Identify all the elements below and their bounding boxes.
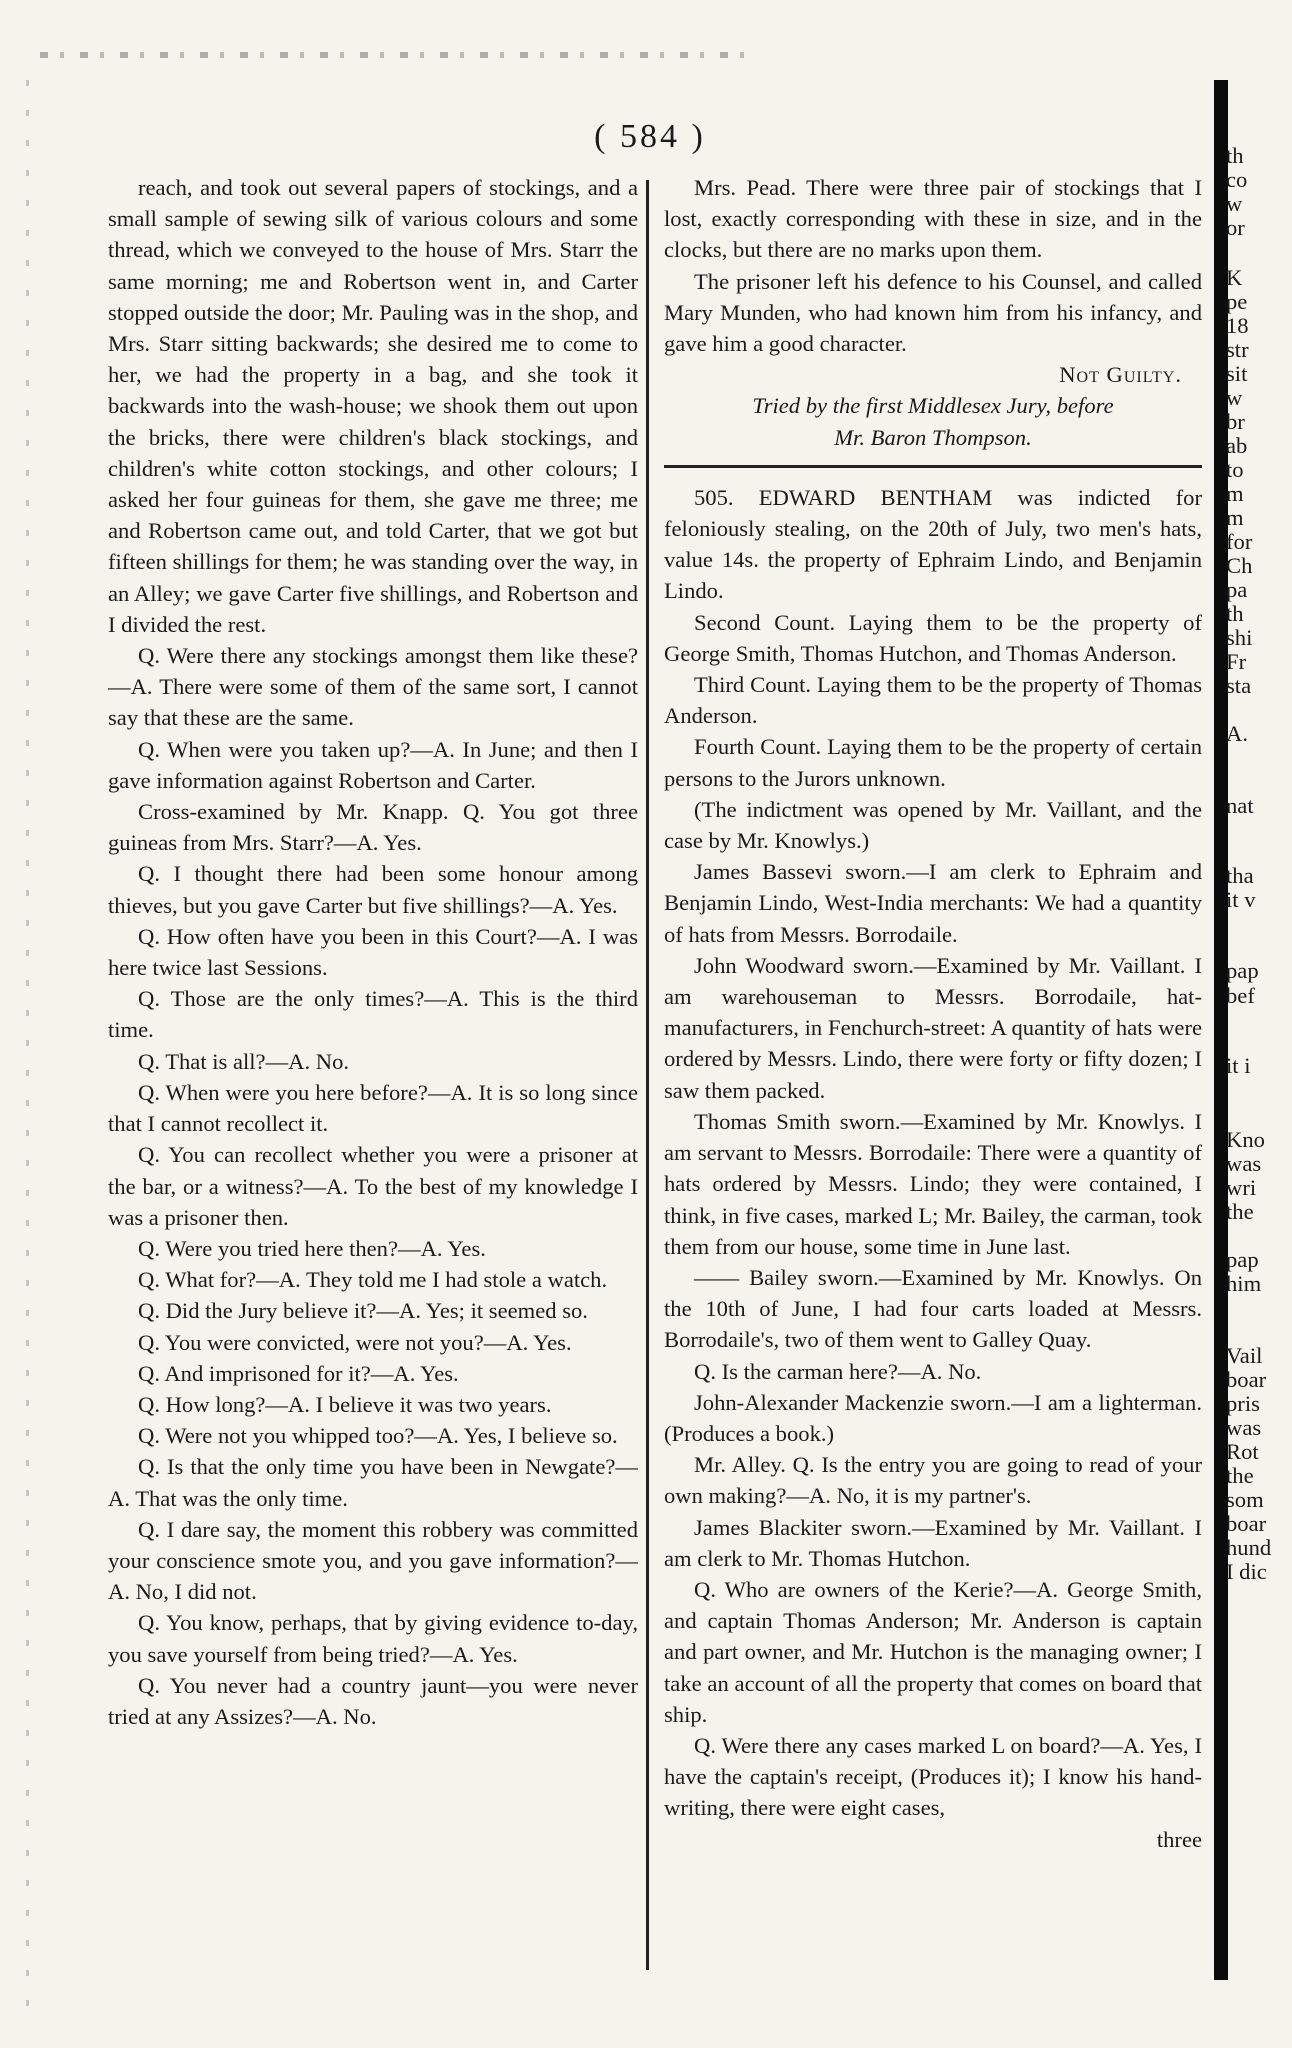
paragraph: Q. Were you tried here then?—A. Yes. xyxy=(138,1235,486,1261)
bleed-fragment: was xyxy=(1226,1151,1262,1176)
paragraph: Mr. Alley. Q. Is the entry you are going to read of your own making?—A. No, it is my partner's. xyxy=(664,1452,1202,1509)
paragraph: Mrs. Pead. There were three pair of stockings that I lost, exactly corresponding with these in size, and in the clocks, but there are no marks upon them. xyxy=(664,175,1202,263)
paragraph: James Blackiter sworn.—Examined by Mr. Vaillant. I am clerk to Mr. Thomas Hutchon. xyxy=(664,1514,1202,1571)
bleed-fragment: for xyxy=(1226,529,1253,554)
paragraph: Q. How long?—A. I believe it was two years. xyxy=(138,1391,552,1417)
bleed-fragment: sit xyxy=(1226,361,1248,386)
paragraph: Q. Did the Jury believe it?—A. Yes; it seemed so. xyxy=(138,1298,588,1324)
paragraph: Q. Who are owners of the Kerie?—A. George Smith, and captain Thomas Anderson; Mr. Anderson is captain and part owner, and Mr. Hutchon is the managing owner; I take an account of all the property that comes on board that ship. xyxy=(664,1576,1202,1727)
bleed-fragment: Ch xyxy=(1226,553,1253,578)
bleed-fragment: Vail xyxy=(1226,1343,1263,1368)
paragraph: Q. Is that the only time you have been in Newgate?—A. That was the only time. xyxy=(108,1454,638,1511)
bleed-fragment: sta xyxy=(1226,673,1252,698)
paragraph: Q. You can recollect whether you were a prisoner at the bar, or a witness?—A. To the best of my knowledge I was a prisoner then. xyxy=(108,1142,638,1230)
paragraph: 505. EDWARD BENTHAM was indicted for feloniously stealing, on the 20th of July, two men's hats, value 14s. the property of Ephraim Lindo, and Benjamin Lindo. xyxy=(664,484,1202,604)
paragraph: Mr. Baron Thompson. xyxy=(834,424,1032,450)
paragraph: John-Alexander Mackenzie sworn.—I am a lighterman. (Produces a book.) xyxy=(664,1389,1202,1446)
bleed-fragment: tha xyxy=(1226,863,1254,888)
bleed-fragment: th xyxy=(1226,601,1244,626)
verdict: Not Guilty. xyxy=(1059,362,1182,388)
bleed-fragment: K xyxy=(1226,265,1243,290)
bleed-fragment: the xyxy=(1226,1463,1254,1488)
bleed-fragment: 18 xyxy=(1226,313,1249,338)
paragraph: Q. Is the carman here?—A. No. xyxy=(694,1358,982,1384)
paragraph: Q. You know, perhaps, that by giving evidence to-day, you save yourself from being tried?—A. Yes. xyxy=(108,1610,638,1667)
bleed-fragment: wri xyxy=(1226,1175,1257,1200)
paragraph: reach, and took out several papers of stockings, and a small sample of sewing silk of various colours and some thread, which we conveyed to the house of Mrs. Starr the same morning; me and Robertson went in, and Carter stopped outside the door; Mr. Pauling was in the shop, and Mrs. Starr sitting backwards; she desired me to come to her, we had the property in a bag, and she took it backwards into the wash-house; we shook them out upon the bricks, there were children's black stockings, and children's white cotton stockings, and other colours; I asked her four guineas for them, she gave me three; me and Robertson came out, and told Carter, that we got but fifteen shillings for them; he was standing over the way, in an Alley; we gave Carter five shillings, and Robertson and I divided the rest. xyxy=(108,175,638,637)
left-column xyxy=(108,172,638,1732)
bleed-fragment: or xyxy=(1226,215,1245,240)
paragraph: Thomas Smith sworn.—Examined by Mr. Knowlys. I am servant to Messrs. Borrodaile: There were a quantity of hats ordered by Messrs. Lindo; they were contained, I think, in five cases, marked L; Mr. Bailey, the carman, took them from our house, some time in June last. xyxy=(664,1108,1202,1259)
paragraph: James Bassevi sworn.—I am clerk to Ephraim and Benjamin Lindo, West-India merchants: We had a quantity of hats from Messrs. Borrodaile. xyxy=(664,859,1202,947)
bleed-fragment: w xyxy=(1226,191,1243,216)
bleed-fragment: br xyxy=(1226,409,1245,434)
paragraph: Cross-examined by Mr. Knapp. Q. You got three guineas from Mrs. Starr?—A. Yes. xyxy=(108,799,638,856)
column-divider xyxy=(646,180,649,1970)
paragraph: Tried by the first Middlesex Jury, before xyxy=(752,393,1114,419)
bleed-fragment: Rot xyxy=(1226,1439,1259,1464)
paragraph: Q. Were not you whipped too?—A. Yes, I believe so. xyxy=(138,1423,618,1449)
paragraph: Q. You never had a country jaunt—you were never tried at any Assizes?—A. No. xyxy=(108,1672,638,1729)
bleed-fragment: was xyxy=(1226,1415,1262,1440)
paragraph: Second Count. Laying them to be the property of George Smith, Thomas Hutchon, and Thomas Anderson. xyxy=(664,609,1202,666)
bleed-fragment: hund xyxy=(1226,1535,1272,1560)
bleed-fragment: shi xyxy=(1226,625,1253,650)
paragraph: Q. Were there any cases marked L on board?—A. Yes, I have the captain's receipt, (Produces it); I know his hand-writing, there were eight cases, xyxy=(664,1732,1202,1821)
paragraph: Q. You were convicted, were not you?—A. Yes. xyxy=(138,1329,572,1355)
paragraph: —— Bailey sworn.—Examined by Mr. Knowlys. On the 10th of June, I had four carts loaded at Messrs. Borrodaile's, two of them went to Galley Quay. xyxy=(664,1264,1202,1353)
paragraph: Q. That is all?—A. No. xyxy=(138,1048,350,1074)
bleed-fragment: str xyxy=(1226,337,1249,362)
bleed-fragment: pap xyxy=(1226,1247,1259,1272)
paragraph: Q. I dare say, the moment this robbery was committed your conscience smote you, and you gave information?—A. No, I did not. xyxy=(108,1516,638,1605)
top-edge-stain xyxy=(40,52,760,58)
left-edge-stain xyxy=(26,80,29,2010)
bleed-fragment: boar xyxy=(1226,1367,1267,1392)
bleed-fragment: co xyxy=(1226,167,1248,192)
catchword: three xyxy=(1156,1826,1202,1852)
bleed-fragment: I dic xyxy=(1226,1559,1267,1584)
bleed-fragment: it i xyxy=(1226,1053,1251,1078)
bleed-fragment: pap xyxy=(1226,958,1259,983)
bleed-fragment: nat xyxy=(1226,793,1254,818)
bleed-fragment: th xyxy=(1226,143,1244,168)
bleed-fragment: m xyxy=(1226,505,1244,530)
paragraph: Q. What for?—A. They told me I had stole a watch. xyxy=(138,1267,608,1293)
paragraph: Q. How often have you been in this Court?—A. I was here twice last Sessions. xyxy=(108,923,638,981)
section-rule xyxy=(664,465,1202,468)
page-number: ( 584 ) xyxy=(594,118,706,155)
paragraph: Q. And imprisoned for it?—A. Yes. xyxy=(138,1360,459,1386)
bleed-fragment: boar xyxy=(1226,1511,1267,1536)
bleed-fragment: pris xyxy=(1226,1391,1260,1416)
paragraph: (The indictment was opened by Mr. Vaillant, and the case by Mr. Knowlys.) xyxy=(664,796,1202,854)
bleed-fragment: the xyxy=(1226,1199,1254,1224)
paragraph: Q. Those are the only times?—A. This is the third time. xyxy=(108,986,638,1043)
paragraph: John Woodward sworn.—Examined by Mr. Vaillant. I am warehouseman to Messrs. Borrodaile, hat-manufacturers, in Fenchurch-street: A quantity of hats were ordered by Messrs. Lindo, there were forty or fifty dozen; I saw them packed. xyxy=(664,952,1202,1103)
bleed-fragment: w xyxy=(1226,385,1243,410)
bleed-fragment: pa xyxy=(1226,577,1248,602)
paragraph: Q. I thought there had been some honour among thieves, but you gave Carter but five shillings?—A. Yes. xyxy=(108,861,638,918)
bleed-fragment: ab xyxy=(1226,433,1248,458)
bleed-fragment: to xyxy=(1226,457,1244,482)
bleed-fragment: pe xyxy=(1226,289,1248,314)
paragraph: Q. When were you taken up?—A. In June; and then I gave information against Robertson and Carter. xyxy=(108,736,638,793)
right-column xyxy=(664,172,1202,1855)
paragraph: Third Count. Laying them to be the property of Thomas Anderson. xyxy=(664,672,1202,729)
paragraph: Q. When were you here before?—A. It is so long since that I cannot recollect it. xyxy=(108,1079,638,1137)
bleed-fragment: A. xyxy=(1226,721,1248,746)
paragraph: The prisoner left his defence to his Counsel, and called Mary Munden, who had known him from his infancy, and gave him a good character. xyxy=(664,268,1202,357)
paragraph: Fourth Count. Laying them to be the property of certain persons to the Jurors unknown. xyxy=(664,734,1202,791)
bleed-fragment: m xyxy=(1226,481,1244,506)
bleed-fragment: him xyxy=(1226,1271,1262,1296)
bleed-fragment: Fr xyxy=(1226,649,1247,674)
paragraph: Q. Were there any stockings amongst them like these?—A. There were some of them of the same sort, I cannot say that these are the same. xyxy=(108,643,638,731)
bleed-fragment: som xyxy=(1226,1487,1264,1512)
bleed-fragment: Kno xyxy=(1226,1127,1265,1152)
bleed-fragment: it v xyxy=(1226,887,1256,912)
bleed-fragment: bef xyxy=(1226,983,1255,1008)
